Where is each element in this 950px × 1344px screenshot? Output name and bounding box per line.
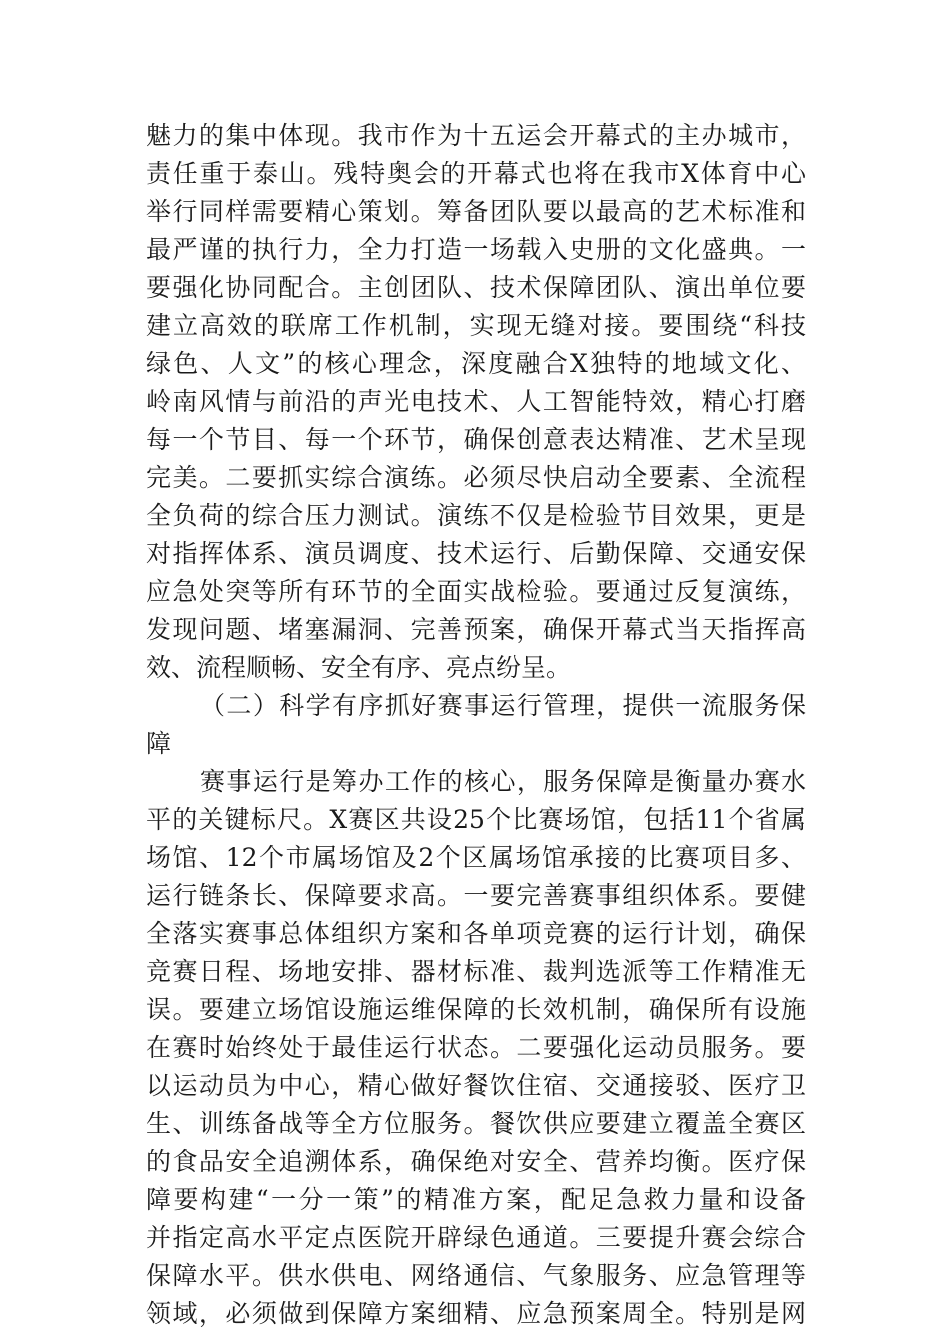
text-line: 绿色、人文”的核心理念，深度融合X独特的地域文化、: [146, 349, 806, 378]
text-line: 生、训练备战等全方位服务。餐饮供应要建立覆盖全赛区: [146, 1109, 806, 1138]
section-heading: （二）科学有序抓好赛事运行管理，提供一流服务保: [200, 691, 806, 720]
text-line: 应急处突等所有环节的全面实战检验。要通过反复演练，: [146, 577, 806, 606]
text-line: 竞赛日程、场地安排、器材标准、裁判选派等工作精准无: [146, 957, 806, 986]
text-line: 责任重于泰山。残特奥会的开幕式也将在我市X体育中心: [146, 159, 806, 188]
text-line: 要强化协同配合。主创团队、技术保障团队、演出单位要: [146, 273, 806, 302]
text-line: 效、流程顺畅、安全有序、亮点纷呈。: [146, 653, 572, 682]
text-line: 误。要建立场馆设施运维保障的长效机制，确保所有设施: [146, 995, 806, 1024]
text-line: 并指定高水平定点医院开辟绿色通道。三要提升赛会综合: [146, 1223, 806, 1252]
section-heading-continued: 障: [146, 729, 172, 758]
text-line: 领域，必须做到保障方案细精、应急预案周全。特别是网: [146, 1299, 806, 1328]
text-line: 举行同样需要精心策划。筹备团队要以最高的艺术标准和: [146, 197, 806, 226]
text-line: 的食品安全追溯体系，确保绝对安全、营养均衡。医疗保: [146, 1147, 806, 1176]
text-line: 运行链条长、保障要求高。一要完善赛事组织体系。要健: [146, 881, 806, 910]
text-line: 建立高效的联席工作机制，实现无缝对接。要围绕“科技: [146, 311, 806, 340]
text-line: 岭南风情与前沿的声光电技术、人工智能特效，精心打磨: [146, 387, 806, 416]
text-line: 全负荷的综合压力测试。演练不仅是检验节目效果，更是: [146, 501, 806, 530]
text-line: 每一个节目、每一个环节，确保创意表达精准、艺术呈现: [146, 425, 806, 454]
text-line: 最严谨的执行力，全力打造一场载入史册的文化盛典。一: [146, 235, 806, 264]
text-line: 发现问题、堵塞漏洞、完善预案，确保开幕式当天指挥高: [146, 615, 806, 644]
text-line: 魅力的集中体现。我市作为十五运会开幕式的主办城市，: [146, 121, 806, 150]
text-line: 保障水平。供水供电、网络通信、气象服务、应急管理等: [146, 1261, 806, 1290]
text-line: 对指挥体系、演员调度、技术运行、后勤保障、交通安保: [146, 539, 806, 568]
text-line: 场馆、12个市属场馆及2个区属场馆承接的比赛项目多、: [146, 843, 806, 872]
text-line: 平的关键标尺。X赛区共设25个比赛场馆，包括11个省属: [146, 805, 806, 834]
text-line: 完美。二要抓实综合演练。必须尽快启动全要素、全流程: [146, 463, 806, 492]
text-line: 障要构建“一分一策”的精准方案，配足急救力量和设备: [146, 1185, 806, 1214]
text-line: 全落实赛事总体组织方案和各单项竞赛的运行计划，确保: [146, 919, 806, 948]
text-line: 在赛时始终处于最佳运行状态。二要强化运动员服务。要: [146, 1033, 806, 1062]
text-line: 赛事运行是筹办工作的核心，服务保障是衡量办赛水: [200, 767, 806, 796]
text-line: 以运动员为中心，精心做好餐饮住宿、交通接驳、医疗卫: [146, 1071, 806, 1100]
